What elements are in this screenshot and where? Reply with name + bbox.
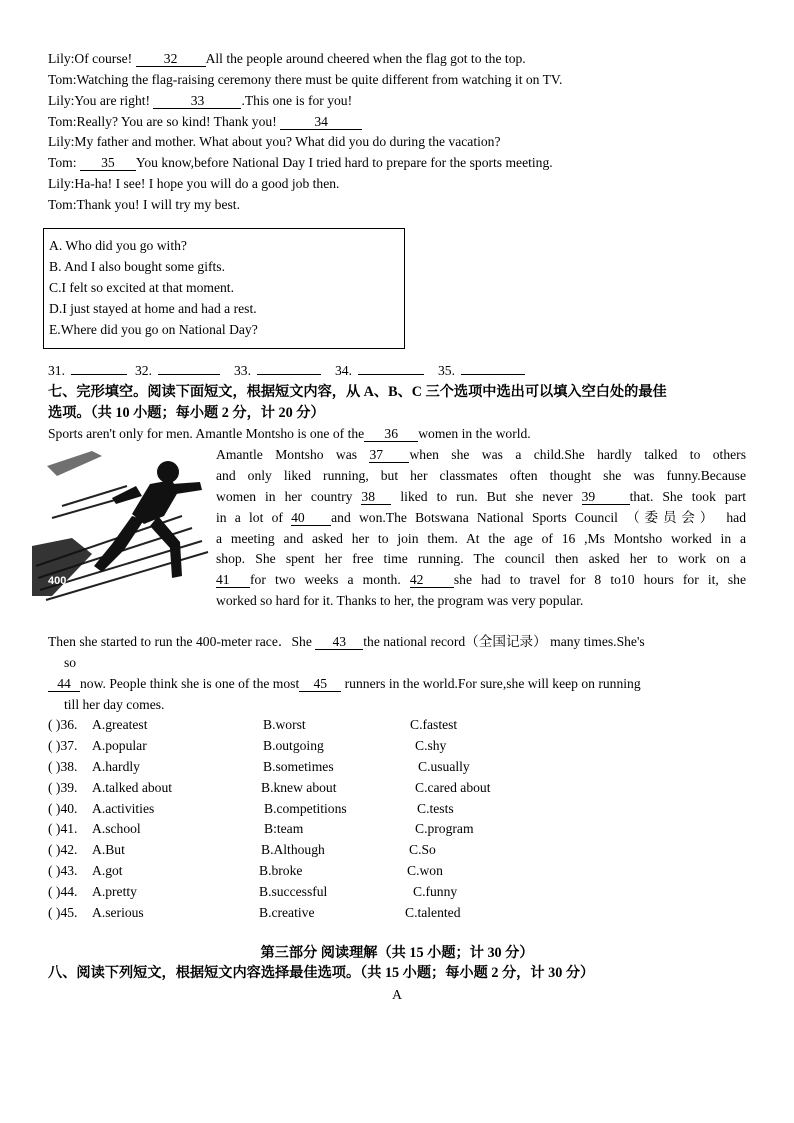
passage-line: till her day comes. — [64, 697, 165, 712]
choice-c[interactable]: C.fastest — [410, 717, 458, 732]
blank-37[interactable]: 37 — [369, 447, 409, 463]
passage-line: women in her country 38 liked to run. But she never 39 that. She took part — [216, 489, 746, 504]
blank-36[interactable]: 36 — [364, 426, 418, 442]
choice-a[interactable]: A.But — [92, 842, 125, 857]
choice-c[interactable]: C.talented — [405, 905, 461, 920]
choice-a[interactable]: A.talked about — [92, 780, 173, 795]
choice-b[interactable]: B.broke — [259, 863, 303, 878]
question-row: ( )36. A.greatest B.worst C.fastest — [48, 717, 458, 732]
blank-43[interactable]: 43 — [315, 634, 363, 650]
question-row: ( )40. A.activities B.competitions C.tests — [48, 801, 454, 816]
dialogue-line: Tom: 35 You know,before National Day I tried hard to prepare for the sports meeting. — [48, 155, 553, 170]
passage-line: and only liked running, but her classmates often thought she was funny.Because — [216, 468, 746, 483]
passage-line: 41 for two weeks a month. 42 she had to travel for 8 to10 hours for it, she — [216, 572, 746, 587]
lane-number-label: 400 — [48, 575, 67, 587]
section-7-heading-cont: 选项。（共 10 小题；每小题 2 分，计 20 分） — [48, 405, 325, 421]
passage-line: 44 now. People think she is one of the most 45 runners in the world.For sure,she will keep on running — [48, 675, 641, 693]
choice-b[interactable]: B:team — [264, 821, 304, 836]
choice-b[interactable]: B.competitions — [264, 801, 347, 816]
choice-a[interactable]: A.serious — [92, 905, 144, 920]
answer-blank-32[interactable] — [158, 374, 220, 375]
answer-blank-31[interactable] — [71, 374, 127, 375]
question-row: ( )38. A.hardly B.sometimes C.usually — [48, 759, 470, 774]
option-b: B. And I also bought some gifts. — [49, 259, 225, 274]
answer-blank-34[interactable] — [358, 374, 424, 375]
choice-c[interactable]: C.program — [415, 821, 474, 836]
runner-illustration — [32, 446, 212, 606]
option-c: C.I felt so excited at that moment. — [49, 280, 234, 295]
blank-33[interactable]: 33 — [153, 93, 241, 109]
option-d: D.I just stayed at home and had a rest. — [49, 301, 257, 316]
part-3-title: 第三部分 阅读理解（共 15 小题；计 30 分） — [260, 945, 534, 961]
section-7-heading: 七、完形填空。阅读下面短文，根据短文内容，从 A、B、C 三个选项中选出可以填入空白处的最佳 — [48, 384, 667, 400]
section-8-heading: 八、阅读下列短文，根据短文内容选择最佳选项。（共 15 小题；每小题 2 分，计 30 分） — [48, 965, 595, 981]
option-a: A. Who did you go with? — [49, 238, 187, 253]
passage-line: Amantle Montsho was 37 when she was a child.She hardly talked to others — [216, 447, 746, 462]
choice-c[interactable]: C.cared about — [415, 780, 491, 795]
question-row: ( )39. A.talked about B.knew about C.cared about — [48, 780, 491, 795]
options-box — [43, 228, 405, 349]
choice-a[interactable]: A.greatest — [92, 717, 148, 732]
choice-a[interactable]: A.got — [92, 863, 123, 878]
passage-letter: A — [392, 987, 402, 1002]
dialogue-line: Tom:Really? You are so kind! Thank you! 34 — [48, 113, 362, 131]
choice-c[interactable]: C.tests — [417, 801, 454, 816]
blank-35[interactable]: 35 — [80, 155, 136, 171]
choice-a[interactable]: A.activities — [92, 801, 155, 816]
passage-line: so — [64, 655, 77, 670]
passage-line: a meeting and asked her to join them. At the age of 16 ,Ms Montsho worked in a — [216, 531, 746, 546]
answer-line: 31. 32. 33. 34. 35. — [48, 362, 525, 380]
option-e: E.Where did you go on National Day? — [49, 322, 258, 337]
choice-b[interactable]: B.knew about — [261, 780, 337, 795]
question-row: ( )42. A.But B.Although C.So — [48, 842, 436, 857]
blank-38[interactable]: 38 — [361, 489, 391, 505]
blank-41[interactable]: 41 — [216, 572, 250, 588]
choice-a[interactable]: A.pretty — [92, 884, 137, 899]
blank-34[interactable]: 34 — [280, 114, 362, 130]
question-row: ( )37. A.popular B.outgoing C.shy — [48, 738, 447, 753]
passage-line: Then she started to run the 400-meter race．She 43 the national record（全国记录） many times.She's — [48, 634, 645, 649]
answer-blank-35[interactable] — [461, 374, 525, 375]
dialogue-line: Lily:My father and mother. What about you? What did you do during the vacation? — [48, 134, 501, 149]
blank-40[interactable]: 40 — [291, 510, 331, 526]
choice-b[interactable]: B.sometimes — [263, 759, 334, 774]
passage-line: Sports aren't only for men. Amantle Montsho is one of the 36 women in the world. — [48, 426, 531, 441]
choice-b[interactable]: B.outgoing — [263, 738, 324, 753]
choice-b[interactable]: B.creative — [259, 905, 315, 920]
choice-a[interactable]: A.school — [92, 821, 141, 836]
dialogue-line: Lily:Of course! 32 All the people around cheered when the flag got to the top. — [48, 51, 526, 66]
choice-b[interactable]: B.Although — [261, 842, 325, 857]
choice-b[interactable]: B.worst — [263, 717, 306, 732]
choice-c[interactable]: C.funny — [413, 884, 458, 899]
choice-c[interactable]: C.So — [409, 842, 436, 857]
choice-a[interactable]: A.popular — [92, 738, 147, 753]
passage-line: shop. She spent her free time running. The council then asked her to work on a — [216, 551, 746, 566]
answer-blank-33[interactable] — [257, 374, 321, 375]
passage-line: worked so hard for it. Thanks to her, the program was very popular. — [216, 593, 584, 608]
question-row: ( )45. A.serious B.creative C.talented — [48, 905, 461, 920]
choice-b[interactable]: B.successful — [259, 884, 328, 899]
choice-c[interactable]: C.won — [407, 863, 443, 878]
blank-44[interactable]: 44 — [48, 676, 80, 692]
passage-line: in a lot of 40 and won.The Botswana National Sports Council （委员会） had — [216, 510, 746, 525]
dialogue-line: Tom:Watching the flag-raising ceremony there must be quite different from watching it on TV. — [48, 72, 563, 87]
choice-c[interactable]: C.shy — [415, 738, 447, 753]
dialogue-line: Lily:Ha-ha! I see! I hope you will do a good job then. — [48, 176, 340, 191]
choice-c[interactable]: C.usually — [418, 759, 470, 774]
question-row: ( )44. A.pretty B.successful C.funny — [48, 884, 458, 899]
dialogue-line: Lily:You are right! 33 .This one is for you! — [48, 93, 353, 108]
dialogue-line: Tom:Thank you! I will try my best. — [48, 197, 240, 212]
blank-39[interactable]: 39 — [582, 489, 630, 505]
choice-a[interactable]: A.hardly — [92, 759, 140, 774]
blank-32[interactable]: 32 — [136, 51, 206, 67]
blank-45[interactable]: 45 — [299, 676, 341, 692]
question-row: ( )41. A.school B:team C.program — [48, 821, 474, 836]
question-row: ( )43. A.got B.broke C.won — [48, 863, 443, 878]
blank-42[interactable]: 42 — [410, 572, 454, 588]
